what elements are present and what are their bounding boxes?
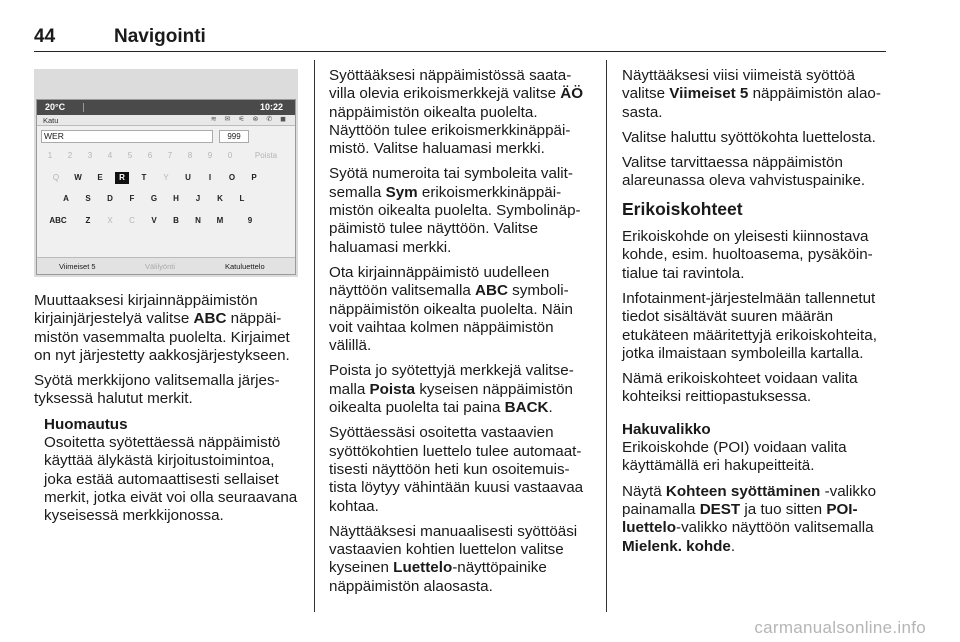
paragraph <box>329 165 592 256</box>
clock-readout: 10:22 <box>259 102 283 112</box>
text: erikoismerkkinäppäimistön oikealta puolelta. Symbolinäppäimistö tulee näyttöön. Valitse haluamasi merkki. <box>329 183 581 256</box>
symbol-key[interactable]: 9 <box>247 216 253 225</box>
key-l[interactable]: L <box>239 194 245 203</box>
paragraph: Syötä merkkijono valitsemalla järjestyksessä halutut merkit. <box>34 372 280 408</box>
bold-term: ABC <box>193 310 227 328</box>
key-6[interactable]: 6 <box>147 151 153 160</box>
text: Ota kirjainnäppäimistö uudelleen näyttöön valitsemalla <box>329 263 550 300</box>
bold-term: Kohteen syöttäminen <box>665 482 821 500</box>
keyboard-row-qwerty <box>37 172 296 186</box>
key-j[interactable]: J <box>195 194 201 203</box>
right-column <box>622 67 887 563</box>
key-d[interactable]: D <box>107 194 113 203</box>
key-f[interactable]: F <box>129 194 135 203</box>
key-k[interactable]: K <box>217 194 223 203</box>
text: Syötä numeroita tai symboleita valitsemalla <box>329 165 573 201</box>
key-9[interactable]: 9 <box>207 151 213 160</box>
keyboard-screenshot-figure <box>34 69 298 277</box>
note-heading: Huomautus <box>44 415 128 433</box>
keyboard-button-bar <box>37 257 296 275</box>
key-t[interactable]: T <box>141 173 147 182</box>
paragraph <box>34 292 300 365</box>
paragraph: Valitse haluttu syöttökohta luettelosta. <box>622 128 876 146</box>
text: -näyttöpainike näppäimistön alaosasta. <box>329 559 547 595</box>
paragraph: Erikoiskohde (POI) voidaan valita käyttämällä eri hakupeitteitä. <box>622 439 847 475</box>
paragraph: Nämä erikoiskohteet voidaan valita kohteiksi reittiopastuksessa. <box>622 370 858 406</box>
key-b[interactable]: B <box>173 216 179 225</box>
paragraph <box>329 362 592 417</box>
bold-term: Sym <box>385 183 418 201</box>
text: symbolinäppäimistön oikealta puolelta. Näin voit vaihtaa kolmen näppäimistön välillä. <box>329 282 574 355</box>
status-separator <box>83 103 84 112</box>
key-h[interactable]: H <box>173 194 179 203</box>
text: Muuttaaksesi kirjainnäppäimistön kirjainjärjestelyä valitse <box>34 292 258 328</box>
text: näppäimistön alaosasta. <box>622 85 881 121</box>
text: kyseisen näppäimistön oikealta puolelta tai paina <box>329 380 573 417</box>
text: . <box>548 399 553 417</box>
space-button[interactable]: Välilyönti <box>145 262 176 271</box>
key-g[interactable]: G <box>150 194 158 203</box>
note-box <box>34 416 300 526</box>
keyboard-row-numbers <box>37 150 296 164</box>
text: Poista jo syötettyjä merkkejä valitsemalla <box>329 362 574 398</box>
text: Syöttääksesi näppäimistössä saatavilla olevia erikoismerkkejä valitse <box>329 67 572 103</box>
input-row <box>37 126 295 146</box>
status-bar <box>37 100 295 115</box>
text: Näytä <box>622 482 666 500</box>
paragraph: Infotainment-järjestelmään tallennetut tiedot sisältävät suuren määrän etukäteen määritettyjä erikoiskohteita, jotka ilmaistaan symboleilla kartalla. <box>622 289 877 362</box>
paragraph: Syöttäessäsi osoitetta vastaavien syöttökohtien luettelo tulee automaattisesti näyttöön heti kun osoitemuistista löytyy vähintään kuusi vastaavaa kohtaa. <box>329 424 584 515</box>
text: -valikko näyttöön valitsemalla <box>676 519 874 537</box>
key-0[interactable]: 0 <box>227 151 233 160</box>
paragraph <box>622 67 887 122</box>
text: . <box>730 537 736 555</box>
bold-term: DEST <box>699 500 741 518</box>
column-divider-1 <box>314 60 315 612</box>
key-2[interactable]: 2 <box>67 151 73 160</box>
subsection-heading: Hakuvalikko <box>622 420 711 438</box>
column-divider-2 <box>606 60 607 612</box>
delete-key[interactable]: Poista <box>254 151 278 160</box>
bold-term: ÄÖ <box>560 85 584 103</box>
key-i[interactable]: I <box>208 173 212 182</box>
watermark: carmanualsonline.info <box>754 618 926 637</box>
key-7[interactable]: 7 <box>167 151 173 160</box>
paragraph: Erikoiskohde on yleisesti kiinnostava kohde, esim. huoltoasema, pysäköintialue tai ravintola. <box>622 228 873 282</box>
key-x[interactable]: X <box>107 216 113 225</box>
key-o[interactable]: O <box>228 173 236 182</box>
key-v[interactable]: V <box>151 216 157 225</box>
key-e[interactable]: E <box>97 173 103 182</box>
infotainment-screen <box>36 99 296 275</box>
temperature-readout: 20°C <box>45 102 66 112</box>
paragraph: Valitse tarvittaessa näppäimistön alareunassa oleva vahvistuspainike. <box>622 154 866 190</box>
key-u[interactable]: U <box>185 173 191 182</box>
page-title: Navigointi <box>114 26 206 47</box>
left-column <box>34 292 300 526</box>
bold-term: ABC <box>475 282 508 300</box>
section-heading: Erikoiskohteet <box>622 198 743 219</box>
key-r[interactable]: R <box>115 172 129 184</box>
street-input[interactable]: WER <box>41 130 213 143</box>
key-3[interactable]: 3 <box>87 151 93 160</box>
key-w[interactable]: W <box>74 173 82 182</box>
key-q[interactable]: Q <box>52 173 60 182</box>
bold-term: POI-luettelo <box>622 500 858 537</box>
text: näppäimistön vasemmalta puolelta. Kirjaimet on nyt järjestetty aakkosjärjestykseen. <box>34 310 290 364</box>
text: ja tuo sitten <box>740 500 827 518</box>
field-label: Katu <box>43 116 59 125</box>
key-y[interactable]: Y <box>163 173 169 182</box>
paragraph <box>622 483 887 556</box>
status-icons: ≋ ✉ ⚟ ⊗ ✆ ◼ <box>210 116 289 123</box>
middle-column <box>329 67 592 603</box>
key-m[interactable]: M <box>216 216 224 225</box>
key-z[interactable]: Z <box>85 216 91 225</box>
keyboard-row-zxcv <box>37 215 296 229</box>
key-a[interactable]: A <box>63 194 69 203</box>
text: näppäimistön oikealta puolelta. Näyttöön tulee erikoismerkkinäppäimistö. Valitse haluamasi merkki. <box>329 103 571 158</box>
bold-term: Mielenk. kohde <box>622 537 731 555</box>
text: Näyttääksesi viisi viimeistä syöttöä valitse <box>622 67 855 103</box>
street-list-button[interactable]: Katuluettelo <box>225 262 265 271</box>
bold-term: Poista <box>369 380 416 398</box>
input-title-bar <box>37 115 295 126</box>
house-number-input[interactable]: 999 <box>219 130 249 143</box>
abc-key[interactable]: ABC <box>49 216 67 225</box>
key-s[interactable]: S <box>85 194 91 203</box>
key-1[interactable]: 1 <box>47 151 53 160</box>
bold-term: Luettelo <box>393 559 453 577</box>
key-n[interactable]: N <box>195 216 201 225</box>
key-4[interactable]: 4 <box>107 151 113 160</box>
bold-term: Viimeiset 5 <box>669 85 749 103</box>
page-header <box>34 24 886 52</box>
paragraph <box>329 264 592 355</box>
page-number: 44 <box>34 26 56 47</box>
keyboard-row-asdf <box>37 193 296 207</box>
paragraph <box>329 67 592 158</box>
bold-term: BACK <box>504 399 549 417</box>
key-8[interactable]: 8 <box>187 151 193 160</box>
text: -valikko painamalla <box>622 482 877 518</box>
note-body: Osoitetta syötettäessä näppäimistö käyttää älykästä kirjoitustoimintoa, joka estää automaattisesti sellaiset merkit, jotka eivät voi olla seuraavana kyseisessä merkkijonossa. <box>44 434 298 525</box>
last-5-button[interactable]: Viimeiset 5 <box>59 262 96 271</box>
key-p[interactable]: P <box>251 173 257 182</box>
key-5[interactable]: 5 <box>127 151 133 160</box>
paragraph <box>329 523 592 596</box>
key-c[interactable]: C <box>129 216 135 225</box>
text: Näyttääksesi manuaalisesti syöttöäsi vastaavien kohtien luettelon valitse kyseinen <box>329 522 578 577</box>
